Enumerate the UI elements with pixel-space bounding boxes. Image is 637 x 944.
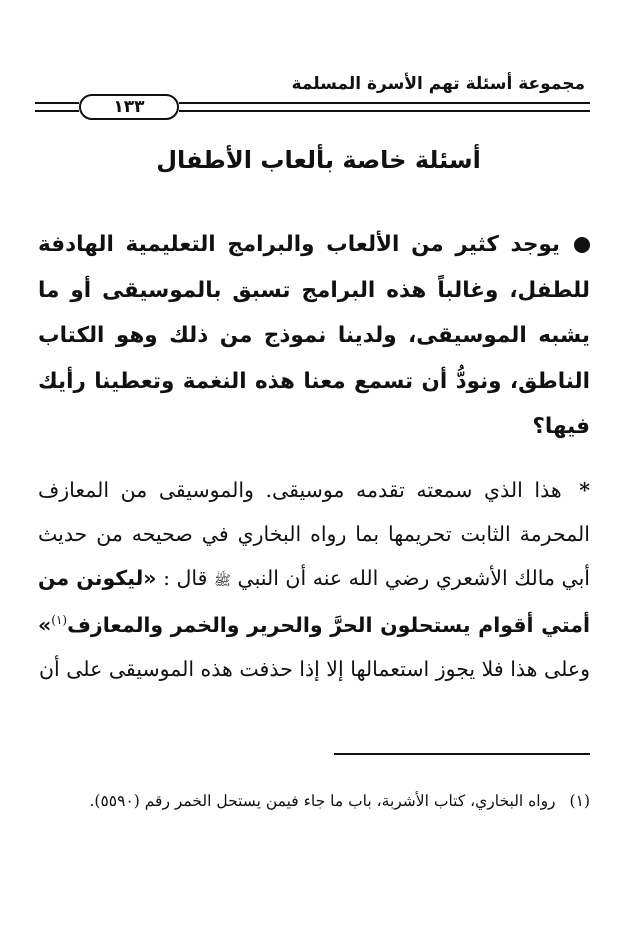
question-paragraph (38, 222, 590, 450)
footnote-text: رواه البخاري، كتاب الأشربة، باب ما جاء فيمن يستحل الخمر رقم (٥٥٩٠). (89, 792, 556, 810)
salutation-symbol: ﷺ (214, 573, 231, 589)
hadith-close-quote: » (38, 613, 52, 637)
bullet-icon (574, 237, 590, 253)
section-heading: أسئلة خاصة بألعاب الأطفال (156, 146, 481, 174)
question-text: يوجد كثير من الألعاب والبرامج التعليمية الهادفة للطفل، وغالباً هذه البرامج تسبق بالموسيقى أو ما يشبه الموسيقى، ولدينا نموذج من ذلك وهو الكتاب الناطق، ونودُّ أن تسمع معنا هذه النغمة وتعطينا رأيك فيها؟ (38, 232, 590, 439)
answer-paragraph (38, 468, 590, 691)
footnote-number: (١) (569, 792, 590, 810)
hadith-quote: «ليكونن من أمتي أقوام يستحلون الحرَّ والحرير والخمر والمعازف (38, 566, 590, 637)
page-number: ١٣٣ (79, 94, 179, 120)
answer-intro: هذا الذي سمعته تقدمه موسيقى. والموسيقى من المعازف المحرمة الثابت تحريمها بما رواه البخاري في صحيحه من حديث أبي مالك الأشعري رضي الله عنه أن النبي (38, 478, 590, 590)
page-header-rule (35, 94, 590, 122)
header-double-rule-right (179, 102, 590, 112)
running-title: مجموعة أسئلة تهم الأسرة المسلمة (291, 74, 585, 94)
footnote-reference: (١) (51, 613, 68, 628)
answer-said: قال : (163, 566, 208, 590)
asterisk-icon: * (579, 478, 590, 502)
answer-continuation: وعلى هذا فلا يجوز استعمالها إلا إذا حذفت هذه الموسيقى على أن (38, 657, 590, 681)
header-double-rule-left (35, 102, 79, 112)
footnote (38, 785, 590, 818)
footnote-separator (334, 753, 590, 755)
